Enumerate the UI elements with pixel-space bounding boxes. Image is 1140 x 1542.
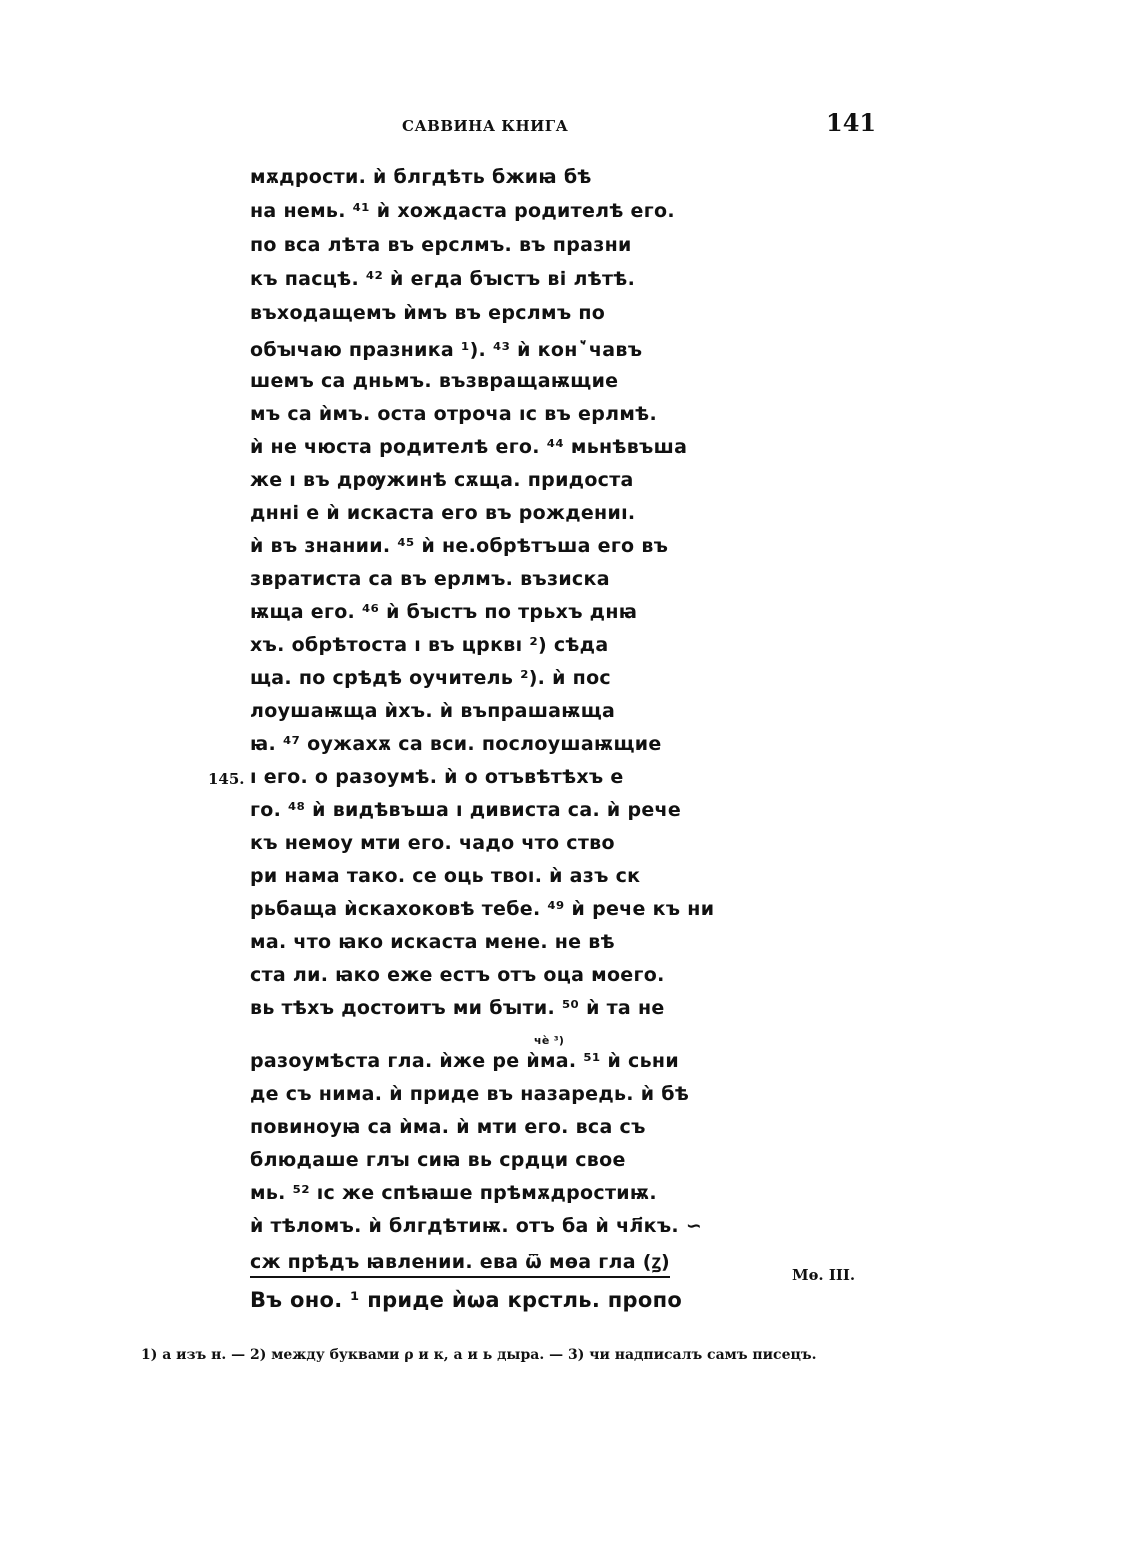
text-line: обꙑчаю празника ¹). ⁴³ ѝ конꙿчавъ — [250, 339, 643, 361]
margin-page-number: 145. — [208, 770, 245, 788]
text-line: го. ⁴⁸ ѝ видѣвъша ı дивиста са. ѝ рече — [250, 799, 682, 821]
text-line: мь. ⁵² ıс же спѣꙗше прѣмѫдростиѭ. — [250, 1182, 657, 1204]
text-line: Въ оно. ¹ приде ѝωа крстль. пропо — [250, 1288, 683, 1312]
text-line: ѭща его. ⁴⁶ ѝ бꙑстъ по трьхъ днꙗ — [250, 601, 638, 623]
running-header: САВВИНА КНИГА — [402, 117, 569, 135]
margin-reference: Мѳ. III. — [792, 1266, 856, 1284]
text-line: звратиста са въ ерлмъ. възиска — [250, 568, 610, 590]
text-line: къ немоу мти его. чадо что ство — [250, 832, 615, 854]
text-line: шемъ са дньмъ. възвращаѭщие — [250, 370, 619, 392]
text-line: въходащемъ ѝмъ въ ерслмъ по — [250, 302, 606, 324]
text-line: ща. по срѣдѣ оучитель ²). ѝ пос — [250, 667, 611, 689]
text-line: ѝ тѣломъ. ѝ блгдѣтиѭ. отъ ба ѝ чл҃къ. ∽ — [250, 1215, 703, 1237]
text-line: рьбаща ѝскахоковѣ тебе. ⁴⁹ ѝ рече къ ни — [250, 898, 715, 920]
text-line: ста ли. ꙗко еже естъ отъ оца моего. — [250, 964, 665, 986]
text-line: разоумѣста гла. ѝже ре ѝма. ⁵¹ ѝ сьни — [250, 1050, 679, 1072]
text-line: блюдаше глꙑ сиꙗ вь срдци свое — [250, 1149, 626, 1171]
text-line: ѝ въ знании. ⁴⁵ ѝ не.обрѣтъша его въ — [250, 535, 669, 557]
footnotes: 1) a изъ н. — 2) между буквами ρ и к, а и ь дыра. — 3) чи надписалъ самъ писецъ. — [141, 1347, 817, 1363]
text-line: хъ. обрѣтоста ı въ црквı ²) сѣда — [250, 634, 609, 656]
text-line: къ пасцѣ. ⁴² ѝ егда бꙑстъ ві лѣтѣ. — [250, 268, 636, 290]
text-line: на немь. ⁴¹ ѝ хождаста родителѣ его. — [250, 200, 675, 222]
text-line: мъ са ѝмъ. оста отроча ıс въ ерлмѣ. — [250, 403, 657, 425]
text-line: по вса лѣта въ ерслмъ. въ празни — [250, 234, 632, 256]
section-title-line: сж прѣдъ ꙗвлении. ева ѿ мѳа гла (ꙁ) — [250, 1248, 670, 1278]
text-line: ма. что ꙗко искаста мене. не вѣ — [250, 931, 615, 953]
text-line: мѫдрости. ѝ блгдѣть бжиꙗ бѣ — [250, 166, 592, 188]
text-line: повиноуꙗ са ѝма. ѝ мти его. вса съ — [250, 1116, 646, 1138]
text-line: ꙗ. ⁴⁷ оужахѫ са вси. послоушаѭщие — [250, 733, 662, 755]
text-line: вь тѣхъ достоитъ ми бꙑти. ⁵⁰ ѝ та не — [250, 997, 665, 1019]
interlinear-note: чѐ ³) — [534, 1034, 565, 1047]
text-line: ѝ не чюста родителѣ его. ⁴⁴ мьнѣвъша — [250, 436, 688, 458]
text-line: лоушаѭща ѝхъ. ѝ въпрашаѭща — [250, 700, 616, 722]
text-line: же ı въ дрѹжинѣ сѫща. придоста — [250, 469, 634, 491]
text-line: ри нама тако. се оць твоı. ѝ азъ ск — [250, 865, 641, 887]
text-line: де съ нима. ѝ приде въ назаредь. ѝ бѣ — [250, 1083, 690, 1105]
page-number: 141 — [826, 108, 877, 137]
text-line: ı его. о разоумѣ. ѝ о отъвѣтѣхъ е — [250, 766, 624, 788]
text-line: днні е ѝ искаста его въ рождениı. — [250, 502, 636, 524]
